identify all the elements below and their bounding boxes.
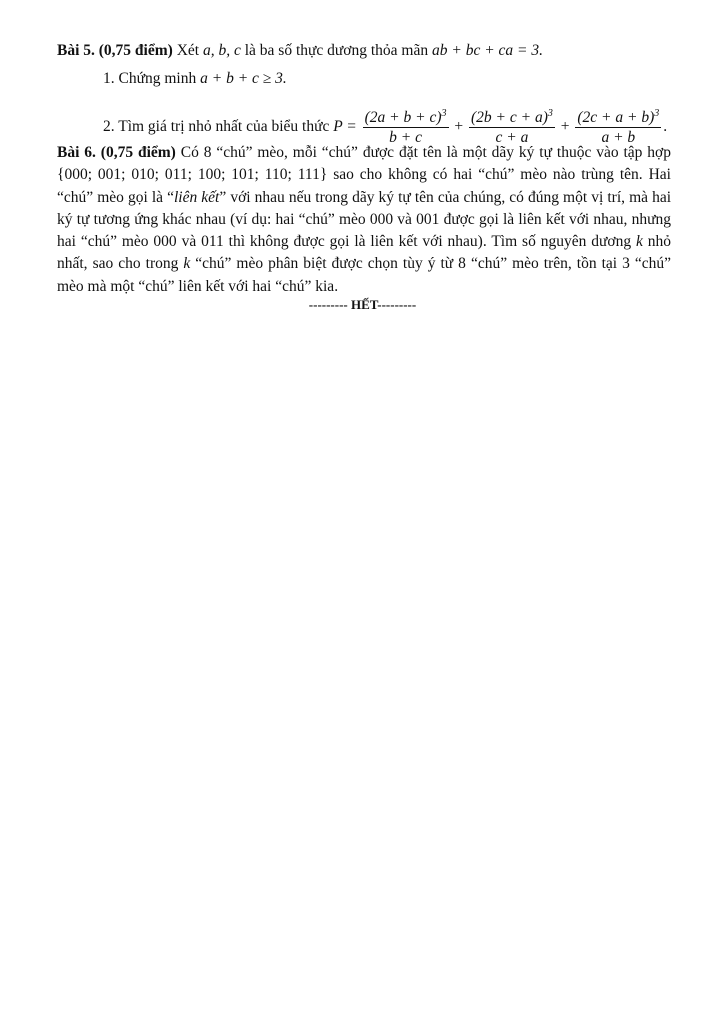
problem-6-text-a: Có 8 “chú” mèo, mỗi “chú” được đặt tên là một dãy ký tự thuộc vào tập hợp {000; 001; 010; 011; 100; 101; 110; 111} sao cho không có hai “chú” mèo nào trùng tên. Hai “chú” mèo gọi là “ xyxy=(57,144,671,206)
problem-5-statement xyxy=(57,40,677,62)
problem-5-vars: a, b, c xyxy=(202,42,241,59)
problem-5-item-1 xyxy=(103,68,287,90)
problem-6-var-k-1: k xyxy=(635,233,643,251)
fraction-1-denominator: b + c xyxy=(389,129,422,146)
plus-sign-2: + xyxy=(560,118,570,136)
problem-6-text-b: ” với nhau nếu trong dãy ký tự tên của chúng, có đúng một vị trí, mà hai ký tự tương ứng khác nhau (ví dụ: hai “chú” mèo 000 và 001 được gọi là liên kết với nhau, nhưng hai “chú” mèo 000 và 011 thì không được gọi là liên kết với nhau). Tìm số nguyên dương xyxy=(57,188,672,251)
problem-6-var-k-2: k xyxy=(183,255,191,273)
problem-5-intro: Xét xyxy=(172,42,203,59)
problem-5-condition: ab + bc + ca = 3. xyxy=(432,42,544,59)
fraction-3-denominator: a + b xyxy=(601,129,636,146)
end-period: . xyxy=(663,118,668,136)
item-2-p: P = xyxy=(333,118,357,136)
item-2-label: 2. Tìm giá trị nhỏ nhất của biểu thức xyxy=(103,118,334,136)
problem-6-heading: Bài 6. (0,75 điểm) xyxy=(57,144,176,161)
problem-6-statement xyxy=(57,142,671,298)
end-marker: --------- HẾT--------- xyxy=(308,297,417,312)
item-1-label: 1. Chứng minh xyxy=(103,70,201,87)
fraction-2-exponent: 3 xyxy=(547,107,553,119)
fraction-1-exponent: 3 xyxy=(441,107,447,119)
problem-5-mid: là ba số thực dương thỏa mãn xyxy=(240,42,432,59)
problem-5-heading: Bài 5. (0,75 điểm) xyxy=(57,42,173,59)
fraction-1-numerator-text: (2a + b + c) xyxy=(364,109,442,126)
fraction-2-denominator: c + a xyxy=(495,129,529,146)
item-1-expression: a + b + c ≥ 3. xyxy=(200,70,287,87)
problem-6-text-d: “chú” mèo phân biệt được chọn tùy ý từ 8 “chú” mèo trên, tồn tại 3 “chú” mèo mà một “chú” liên kết với hai “chú” kia. xyxy=(57,255,671,295)
fraction-3-numerator xyxy=(575,108,661,128)
fraction-1-numerator xyxy=(363,108,449,128)
fraction-3-exponent: 3 xyxy=(654,107,660,119)
problem-6-italic-term: liên kết xyxy=(173,188,220,206)
fraction-2-numerator xyxy=(469,108,555,128)
plus-sign-1: + xyxy=(454,118,464,136)
fraction-2-numerator-text: (2b + c + a) xyxy=(471,109,548,126)
fraction-3-numerator-text: (2c + a + b) xyxy=(577,109,655,126)
problem-6-text-c: nhỏ nhất, sao cho trong xyxy=(57,233,671,273)
